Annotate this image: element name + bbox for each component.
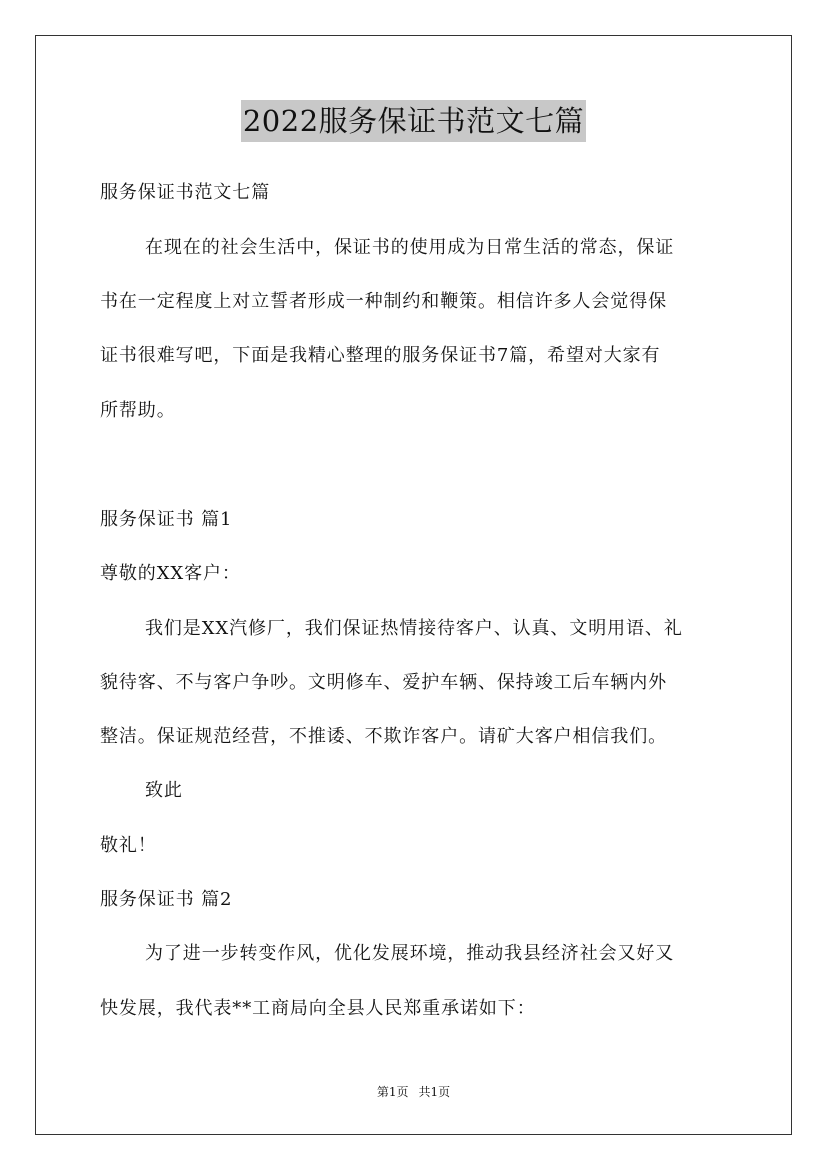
section-heading-1: 服务保证书 篇1 [100,509,233,530]
title-container [0,100,827,142]
regards-line: 敬礼！ [100,835,157,856]
intro-line-1: 在现在的社会生活中，保证书的使用成为日常生活的常态，保证 [145,237,675,258]
intro-line-3: 证书很难写吧，下面是我精心整理的服务保证书7篇，希望对大家有 [100,345,661,366]
intro-line-4: 所帮助。 [100,400,176,421]
section2-line-2: 快发展，我代表**工商局向全县人民郑重承诺如下： [100,998,536,1019]
document-title: 2022服务保证书范文七篇 [241,100,586,142]
salutation: 尊敬的XX客户： [100,563,241,584]
page-footer [0,1084,827,1100]
closing-line: 致此 [145,780,183,801]
section1-line-1: 我们是XX汽修厂，我们保证热情接待客户、认真、文明用语、礼 [145,618,683,639]
subtitle: 服务保证书范文七篇 [100,182,271,203]
section1-line-2: 貌待客、不与客户争吵。文明修车、爱护车辆、保持竣工后车辆内外 [100,672,667,693]
section1-line-3: 整洁。保证规范经营，不推诿、不欺诈客户。请矿大客户相信我们。 [100,726,667,747]
page-number: 第1页 [376,1085,409,1099]
section-heading-2: 服务保证书 篇2 [100,889,233,910]
section2-line-1: 为了进一步转变作风，优化发展环境，推动我县经济社会又好又 [145,943,675,964]
page-total: 共1页 [418,1085,451,1099]
intro-line-2: 书在一定程度上对立誓者形成一种制约和鞭策。相信许多人会觉得保 [100,291,667,312]
